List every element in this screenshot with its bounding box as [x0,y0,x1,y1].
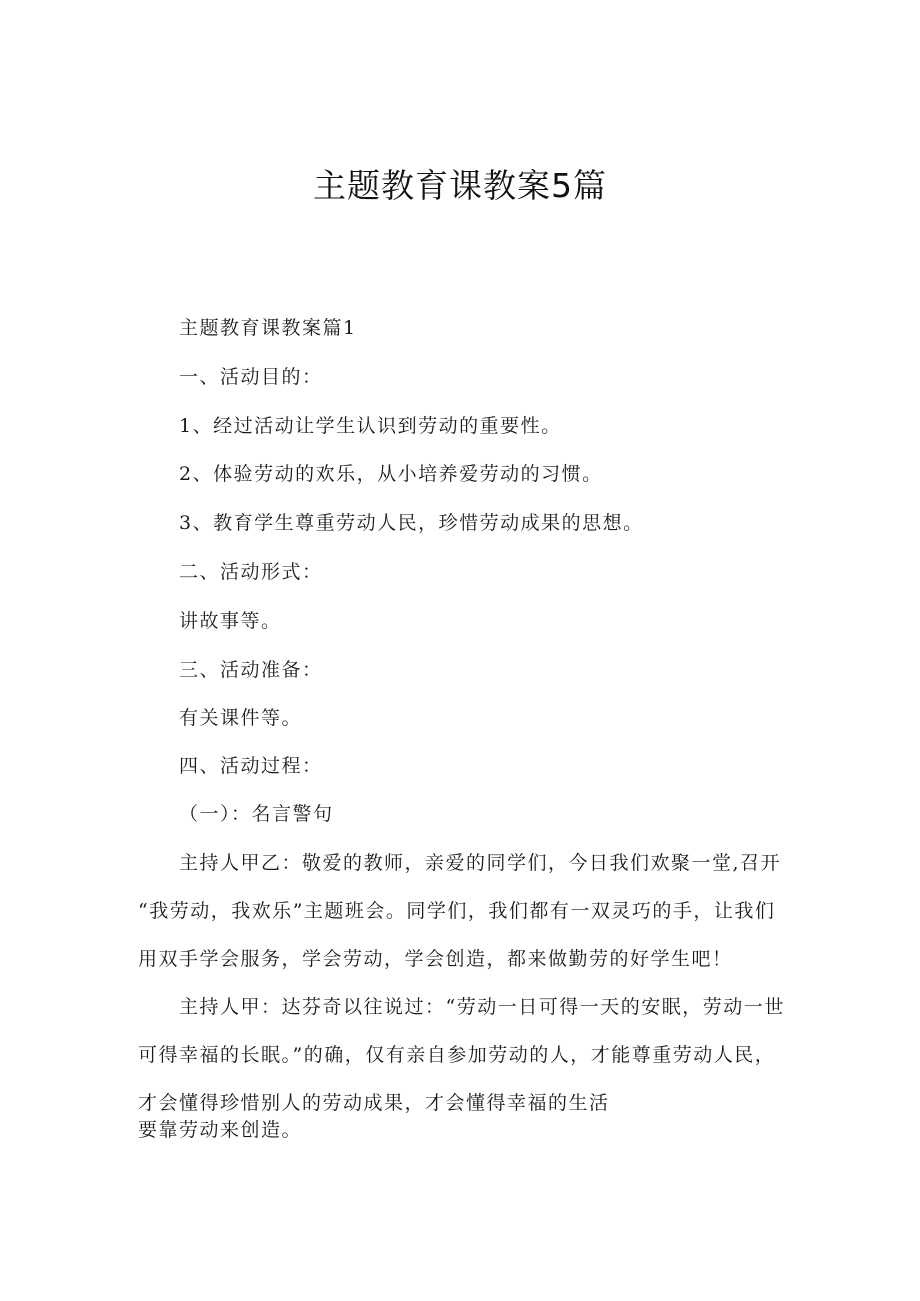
paragraph-2-line-2: 可得幸福的长眠。”的确，仅有亲自参加劳动的人，才能尊重劳动人民， [138,1044,776,1066]
heading-activity-form: 二、活动形式： [179,561,323,583]
paragraph-1-line-1: 主持人甲乙：敬爱的教师，亲爱的同学们，今日我们欢聚一堂,召开 [179,852,782,874]
paragraph-1-line-3: 用双手学会服务，学会劳动，学会创造，都来做勤劳的好学生吧！ [138,948,733,970]
heading-activity-prep: 三、活动准备： [179,659,323,681]
paragraph-2-line-3: 才会懂得珍惜别人的劳动成果，才会懂得幸福的生活 [138,1092,610,1114]
goal-item-2: 2、体验劳动的欢乐，从小培养爱劳动的习惯。 [179,463,603,485]
paragraph-2-line-1: 主持人甲：达芬奇以往说过：“劳动一日可得一天的安眠，劳动一世 [179,996,785,1018]
activity-form-text: 讲故事等。 [179,610,282,632]
heading-activity-goal: 一、活动目的： [179,366,323,388]
paragraph-2-line-4: 要靠劳动来创造。 [138,1119,303,1141]
activity-prep-text: 有关课件等。 [179,707,303,729]
goal-item-1: 1、经过活动让学生认识到劳动的重要性。 [179,415,562,437]
paragraph-1-line-2: “我劳动，我欢乐”主题班会。同学们，我们都有一双灵巧的手，让我们 [138,900,776,922]
goal-item-3: 3、教育学生尊重劳动人民，珍惜劳动成果的思想。 [179,512,644,534]
document-title: 主题教育课教案5篇 [313,166,607,205]
subheading-quotes: （一）：名言警句 [179,803,334,825]
section-heading-lesson-1: 主题教育课教案篇1 [179,317,357,339]
heading-activity-process: 四、活动过程： [179,755,323,777]
